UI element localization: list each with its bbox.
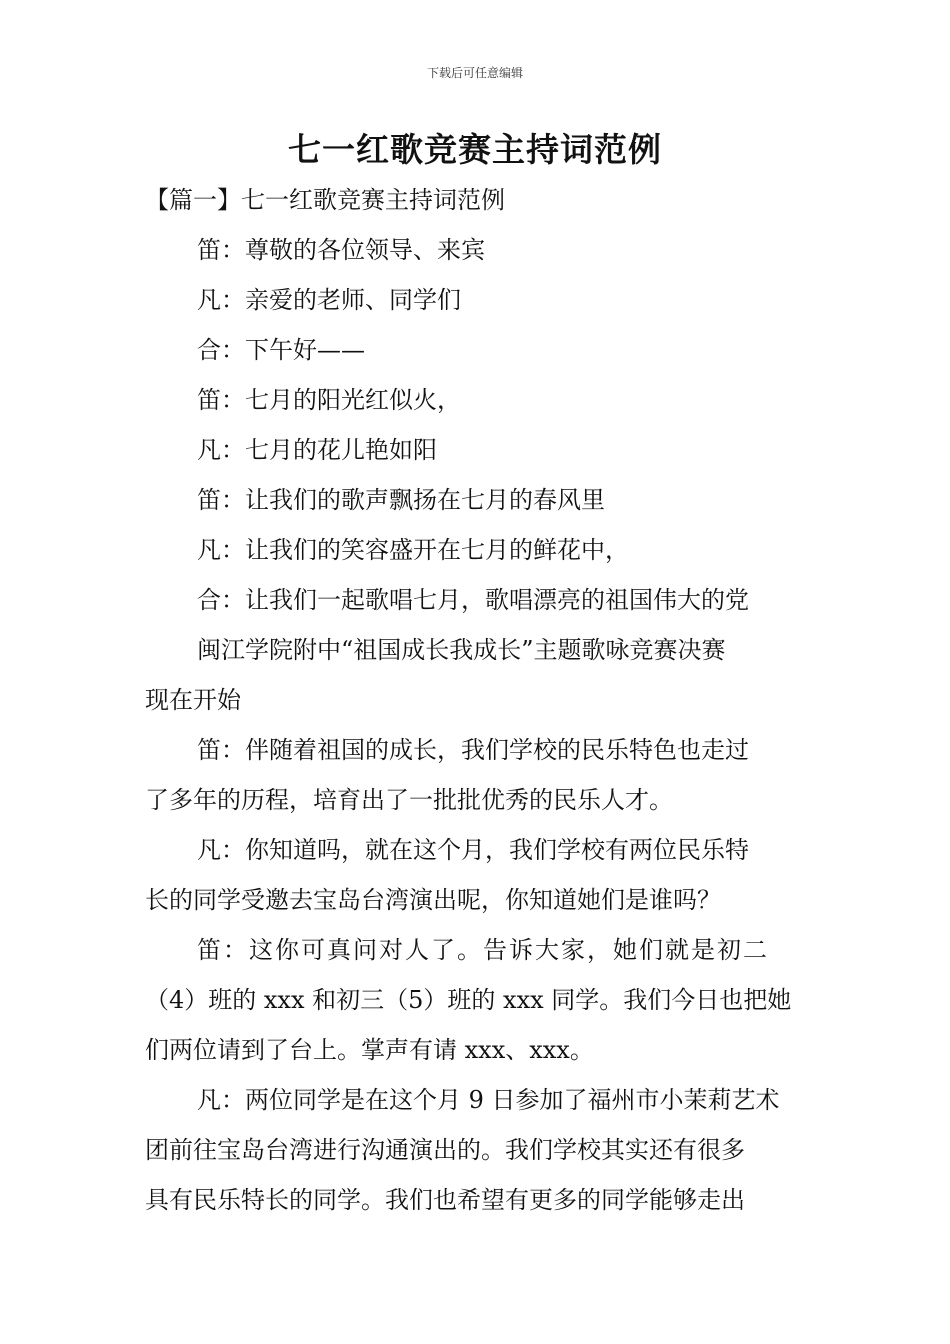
document-body	[145, 175, 807, 1225]
dialogue-line: 笛：伴随着祖国的成长，我们学校的民乐特色也走过	[197, 736, 749, 764]
paragraph-line: 了多年的历程，培育出了一批批优秀的民乐人才。	[145, 786, 673, 814]
page-header: 下载后可任意编辑	[426, 66, 523, 80]
paragraph-line: 闽江学院附中“祖国成长我成长”主题歌咏竞赛决赛	[197, 636, 726, 664]
dialogue-line: 凡：亲爱的老师、同学们	[197, 286, 461, 314]
dialogue-line: 合：下午好——	[197, 336, 365, 364]
section-heading: 【篇一】七一红歌竞赛主持词范例	[145, 186, 505, 214]
dialogue-line: 凡：七月的花儿艳如阳	[197, 436, 437, 464]
dialogue-line: 笛：让我们的歌声飘扬在七月的春风里	[197, 486, 605, 514]
dialogue-line: 笛：这你可真问对人了。告诉大家，她们就是初二	[197, 936, 769, 964]
dialogue-line: 笛：尊敬的各位领导、来宾	[197, 236, 485, 264]
dialogue-line: 凡：你知道吗，就在这个月，我们学校有两位民乐特	[197, 836, 749, 864]
dialogue-line: 凡：两位同学是在这个月 9 日参加了福州市小茉莉艺术	[197, 1086, 780, 1114]
paragraph-line: 们两位请到了台上。掌声有请 xxx、xxx。	[145, 1036, 594, 1064]
dialogue-line: 合：让我们一起歌唱七月，歌唱漂亮的祖国伟大的党	[197, 586, 749, 614]
dialogue-line: 凡：让我们的笑容盛开在七月的鲜花中，	[197, 536, 629, 564]
paragraph-line: （4）班的 xxx 和初三（5）班的 xxx 同学。我们今日也把她	[145, 986, 792, 1014]
document-title: 七一红歌竞赛主持词范例	[288, 130, 662, 169]
paragraph-line: 现在开始	[145, 686, 241, 714]
dialogue-line: 笛：七月的阳光红似火，	[197, 386, 461, 414]
paragraph-line: 团前往宝岛台湾进行沟通演出的。我们学校其实还有很多	[145, 1136, 745, 1164]
paragraph-line: 具有民乐特长的同学。我们也希望有更多的同学能够走出	[145, 1186, 745, 1214]
paragraph-line: 长的同学受邀去宝岛台湾演出呢，你知道她们是谁吗？	[145, 886, 721, 914]
